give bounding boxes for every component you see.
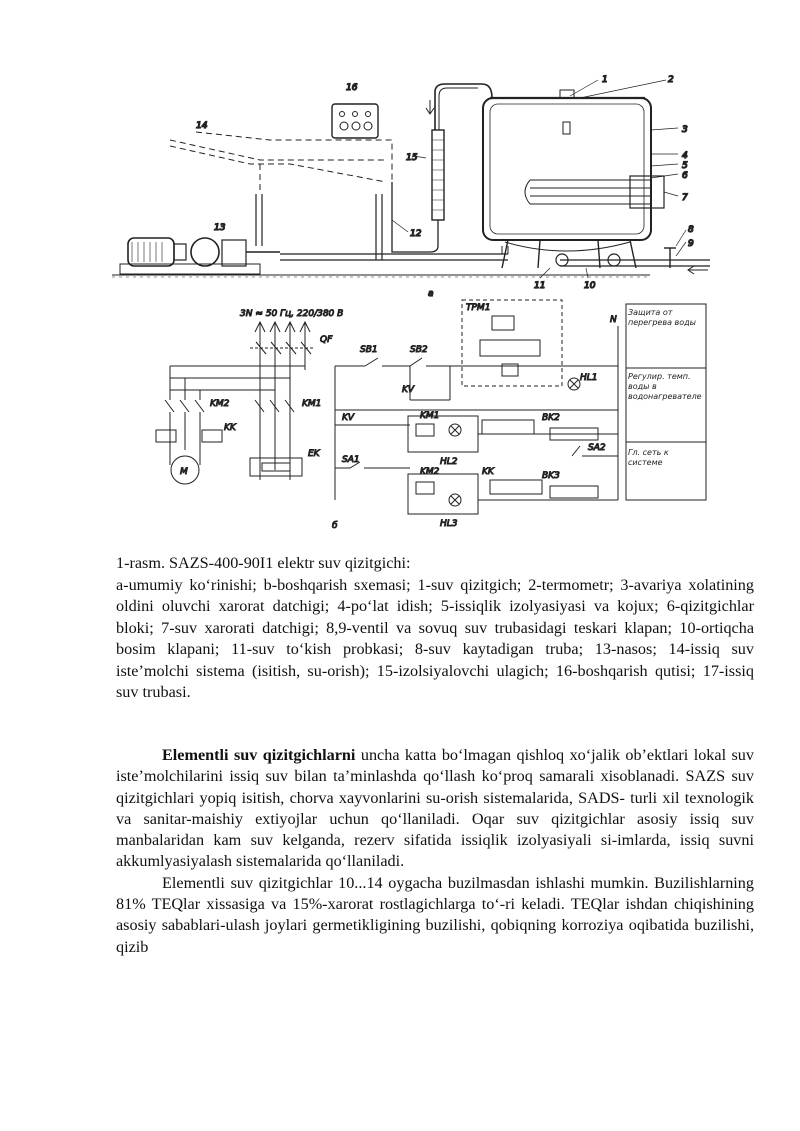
heater-ek bbox=[250, 458, 302, 476]
control-schematic bbox=[156, 300, 706, 531]
label-hl3: HL3 bbox=[440, 519, 458, 529]
caption-title: 1-rasm. SAZS-400-90I1 elektr suv qizitgichi: bbox=[116, 554, 411, 572]
label-b: б bbox=[332, 521, 338, 531]
label-hl1: HL1 bbox=[580, 373, 598, 383]
label-sa2: SA2 bbox=[588, 443, 606, 453]
label-sb2: SB2 bbox=[410, 345, 428, 355]
label-hl2: HL2 bbox=[440, 457, 458, 467]
isolating-coupling bbox=[432, 130, 444, 220]
label-16: 16 bbox=[346, 83, 358, 93]
label-kk-low: KK bbox=[482, 467, 494, 477]
function-box-network: Гл. сеть к системе bbox=[628, 448, 669, 467]
label-sa1: SA1 bbox=[342, 455, 360, 465]
label-km1-mid: KM1 bbox=[420, 411, 440, 421]
label-km2: KM2 bbox=[210, 399, 230, 409]
label-1: 1 bbox=[602, 75, 608, 85]
control-box bbox=[332, 104, 378, 138]
label-kv-mid: KV bbox=[342, 413, 355, 423]
label-bk3: BK3 bbox=[542, 471, 560, 481]
caption-legend: a-umumiy ko‘rinishi; b-boshqarish sxemasi; 1-suv qizitgich; 2-termometr; 3-avariya xolatining oldini oluvchi xarorat datchigi; 4-po‘lat idish; 5-issiqlik izolyasiyasi va kojux; 6-qizitgichlar bloki; 7-suv xarorati datchigi; 8,9-ventil va sovuq suv trubasidagi teskari klapan; 10-ortiqcha bosim klapani; 11-suv to‘kish probkasi; 8-suv kaytadigan truba; 13-nasos; 14-issiq suv iste’molchi sistema (isitish, su-orish); 15-izolsiyalovchi ulagich; 16-boshqarish qutisi; 17-issiq suv trubasi. bbox=[116, 575, 754, 701]
figure-drawing bbox=[110, 70, 720, 540]
label-sb1: SB1 bbox=[360, 345, 378, 355]
paragraph-1 bbox=[116, 745, 754, 873]
figure-1 bbox=[110, 70, 720, 540]
label-15: 15 bbox=[406, 153, 418, 163]
label-a: a bbox=[428, 289, 434, 299]
label-tpm: ТРМ1 bbox=[466, 303, 491, 313]
label-qf: QF bbox=[320, 335, 333, 345]
label-km1: KM1 bbox=[302, 399, 322, 409]
paragraph-1-bold: Elementli suv qizitgichlarni bbox=[162, 746, 356, 764]
function-box-protection: Защита от перегрева воды bbox=[628, 308, 696, 327]
label-5: 5 bbox=[682, 161, 688, 171]
general-view bbox=[112, 75, 710, 299]
body-text bbox=[116, 745, 754, 958]
label-supply: 3N ≈ 50 Гц, 220/380 В bbox=[240, 309, 344, 319]
label-7: 7 bbox=[682, 193, 688, 203]
label-4: 4 bbox=[682, 151, 688, 161]
label-bk2: BK2 bbox=[542, 413, 560, 423]
label-10: 10 bbox=[584, 281, 596, 291]
label-ek: EK bbox=[308, 449, 320, 459]
label-3: 3 bbox=[682, 125, 688, 135]
water-heater-tank bbox=[483, 98, 651, 240]
label-8: 8 bbox=[688, 225, 694, 235]
function-box-regulation: Регулир. темп. воды в водонагревателе bbox=[628, 372, 702, 401]
label-14: 14 bbox=[196, 121, 208, 131]
label-m: M bbox=[180, 467, 188, 477]
paragraph-2: Elementli suv qizitgichlar 10...14 oygacha buzilmasdan ishlashi mumkin. Buzilishlarning 81% TEQlar xissasiga va 15%-xarorat rostlagichlarga to‘-ri keladi. TEQlar ishdan chiqishining asosiy sabablari-ulash joylari germetikligining buzilishi, qobiqning korroziya oqibatida buzilishi, qizib bbox=[116, 873, 754, 956]
label-13: 13 bbox=[214, 223, 226, 233]
label-km2-low: KM2 bbox=[420, 467, 440, 477]
label-9: 9 bbox=[688, 239, 694, 249]
figure-caption bbox=[116, 553, 754, 704]
pump bbox=[191, 238, 219, 266]
label-kv-top: KV bbox=[402, 385, 415, 395]
label-kk: KK bbox=[224, 423, 236, 433]
label-n: N bbox=[610, 315, 617, 325]
paragraph-1-text: uncha katta bo‘lmagan qishloq xo‘jalik ob’ektlari lokal suv iste’molchilarini issiq suv bilan ta’minlashda qo‘llash ko‘proq samarali xisoblanadi. SAZS suv qizitgichlari yopiq isitish, chorva xayvonlarini su-orish sistemalarida, SADS- turli xil texnologik va sanitar-maishiy extiyojlar uchun qo‘llaniladi. Oqar suv qizitgichlar asosiy issiq suv manbalaridan kam suv kelganda, rezerv sifatida issiqlik izolyasiyali si-imlarda, issiq suvni akkumlyasiyalash sistemalarida qo‘llaniladi. bbox=[116, 746, 754, 871]
label-12: 12 bbox=[410, 229, 422, 239]
pump-motor bbox=[128, 238, 174, 266]
label-2: 2 bbox=[668, 75, 674, 85]
label-6: 6 bbox=[682, 171, 688, 181]
label-11: 11 bbox=[534, 281, 546, 291]
